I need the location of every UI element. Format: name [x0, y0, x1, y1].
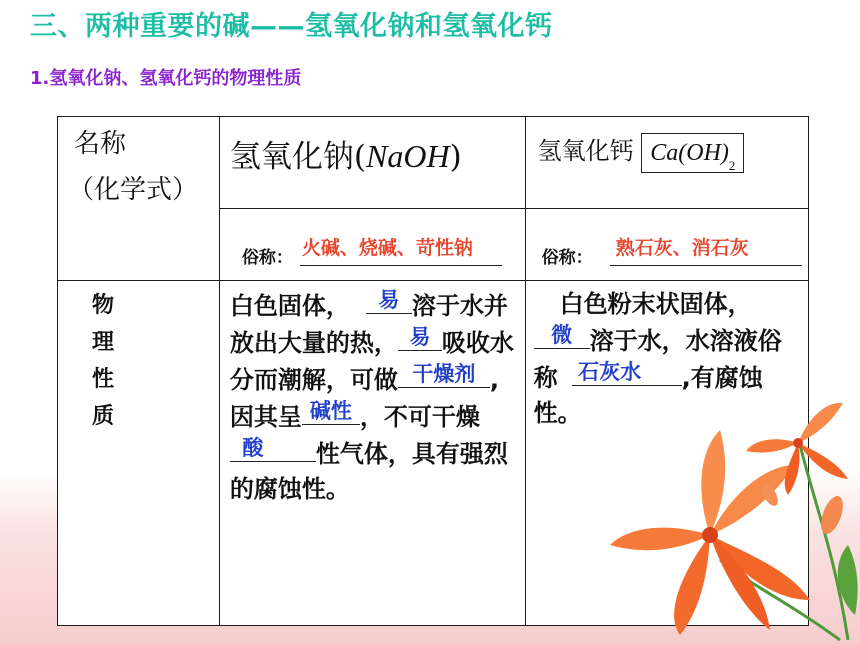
physical-properties-label — [58, 281, 220, 626]
answer-text: 干燥剂 — [412, 362, 476, 386]
header-name-cell — [58, 117, 220, 281]
fill-blank — [366, 287, 412, 314]
table-row — [58, 117, 809, 209]
naoh-name: 氢氧化钠 — [229, 139, 354, 175]
alias-caoh-cell — [525, 209, 808, 281]
caoh-text: 溶于水，水溶液俗称 — [533, 327, 782, 392]
alias-naoh-answer: 火碱、烧碱、苛性钠 — [301, 237, 473, 259]
fill-blank — [572, 359, 682, 386]
caoh-formula-main: Ca(OH) — [650, 139, 729, 166]
header-name-label: 名称 — [74, 129, 127, 159]
answer-text: 碱性 — [309, 399, 352, 423]
answer-text: 酸 — [242, 436, 264, 460]
fill-blank — [398, 324, 442, 351]
alias-label: 俗称： — [541, 248, 593, 268]
answer-text: 易 — [378, 288, 400, 312]
slide-title: 三、两种重要的碱——氢氧化钠和氢氧化钙 — [30, 11, 553, 42]
caoh-text: 白色粉末状固体， — [559, 290, 752, 318]
naoh-text: 白色固体， — [229, 292, 350, 320]
caoh-text: ,有腐蚀性。 — [533, 364, 763, 427]
alias-caoh-answer: 熟石灰、消石灰 — [615, 237, 749, 259]
caoh-name: 氢氧化钙 — [537, 137, 634, 165]
answer-text: 易 — [409, 325, 431, 349]
naoh-text: 溶于水并放出大量的热， — [229, 292, 508, 357]
header-formula-label: （化学式） — [68, 175, 199, 205]
alias-naoh-cell — [219, 209, 525, 281]
label-char: 质 — [92, 404, 115, 429]
naoh-properties-cell — [219, 281, 525, 626]
caoh-formula-subscript: 2 — [728, 157, 736, 173]
fill-blank — [534, 322, 590, 349]
lily-flower-decoration — [600, 385, 860, 645]
naoh-text: ，不可干燥 — [359, 403, 480, 431]
label-char: 性 — [92, 367, 115, 392]
naoh-formula: NaOH — [366, 138, 450, 174]
alias-blank-line — [300, 265, 502, 266]
answer-text: 石灰水 — [578, 360, 642, 384]
lily-bloom-large — [610, 430, 810, 635]
label-char: 物 — [92, 293, 115, 318]
alias-label: 俗称： — [241, 248, 293, 268]
fill-blank — [230, 435, 316, 462]
slide-subtitle: 1.氢氧化钠、氢氧化钙的物理性质 — [30, 68, 302, 89]
answer-text: 微 — [551, 323, 573, 347]
header-caoh-cell — [525, 117, 808, 209]
naoh-text: 吸收水分而潮解，可做 — [229, 329, 514, 394]
alias-blank-line — [610, 265, 802, 266]
naoh-text: ,因其呈 — [229, 366, 500, 431]
fill-blank — [302, 398, 360, 425]
fill-blank — [398, 361, 490, 388]
label-char: 理 — [92, 330, 115, 355]
flower-bud — [759, 482, 847, 537]
header-naoh-cell: 氢氧化钠(NaOH) — [219, 117, 525, 209]
caoh-formula — [641, 133, 744, 173]
naoh-text: 性气体，具有强烈的腐蚀性。 — [229, 440, 508, 503]
